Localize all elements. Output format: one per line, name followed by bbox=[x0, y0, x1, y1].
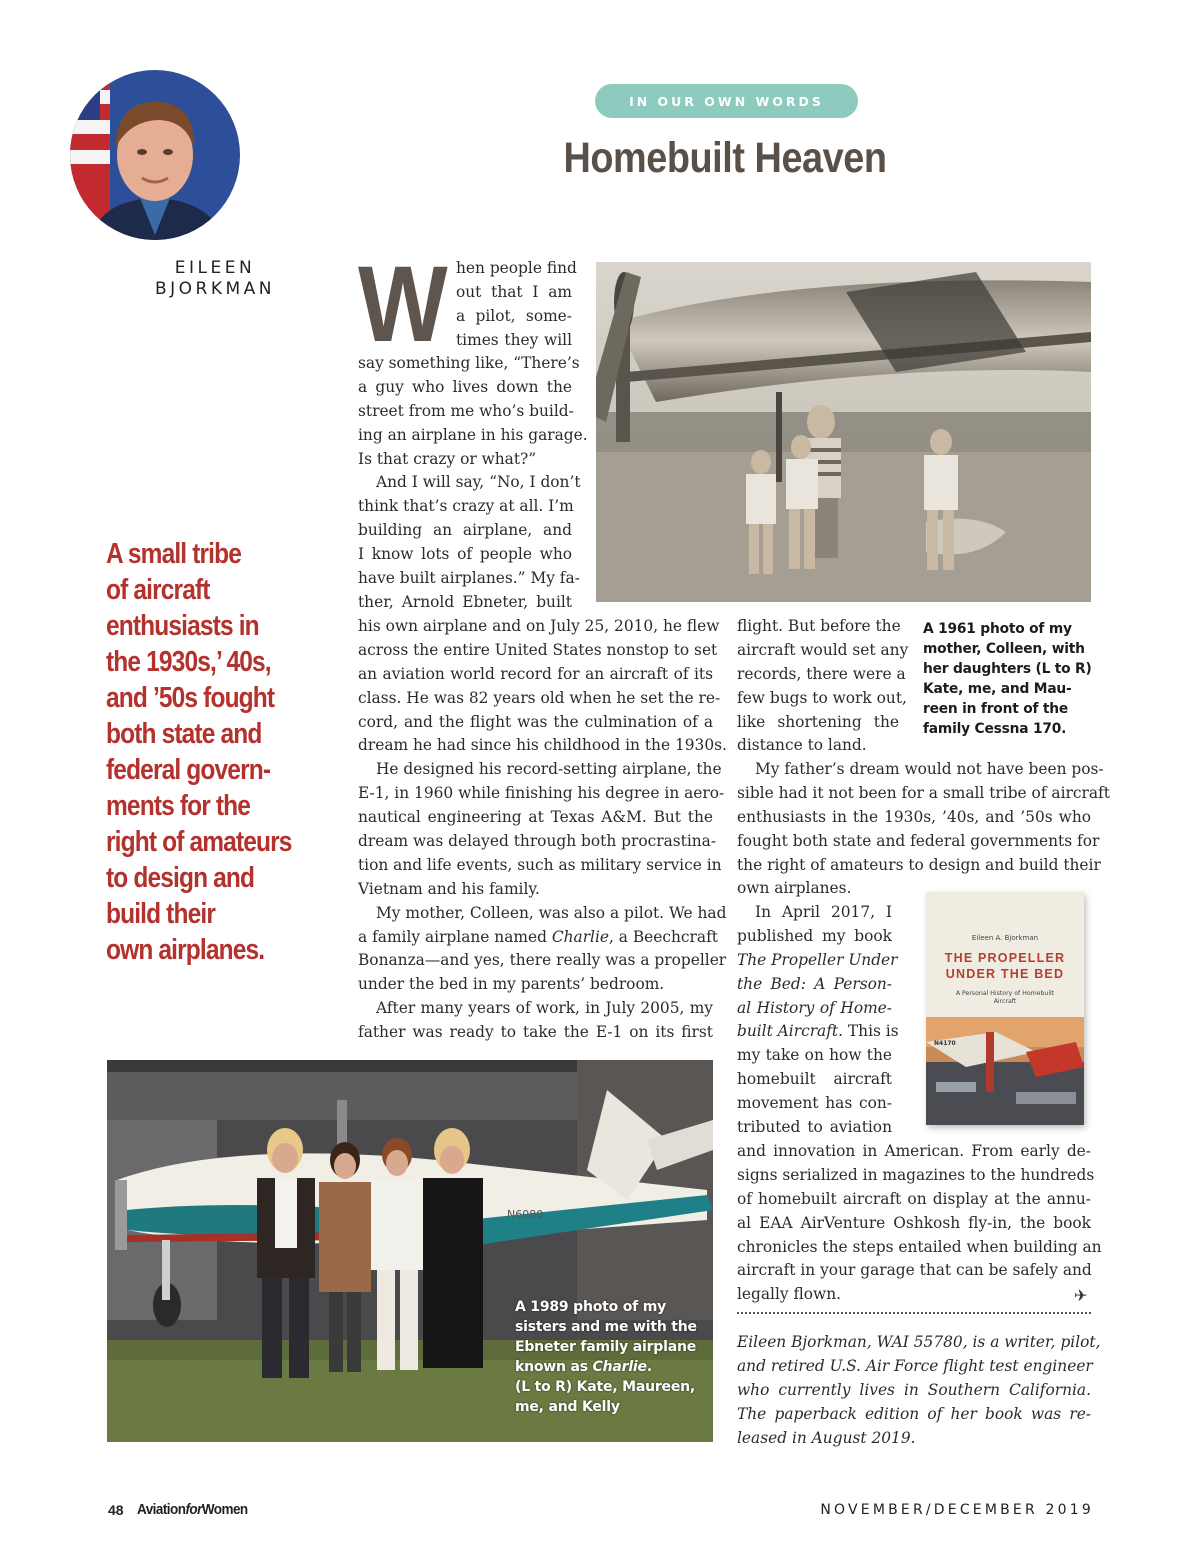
text-span: , a Beechcraft bbox=[609, 927, 718, 946]
text-line: under the bed in my parents’ bedroom. bbox=[358, 975, 665, 994]
text-line: Is that crazy or what?” bbox=[358, 449, 537, 468]
text-line: flight. But before the bbox=[737, 617, 901, 635]
text-line: of homebuilt aircraft on display at the annu- bbox=[737, 1189, 1091, 1208]
caption-line: her daughters (L to R) bbox=[923, 661, 1092, 677]
author-first-name: EILEEN bbox=[174, 258, 256, 278]
aircraft-tail-number: N6080 bbox=[507, 1208, 544, 1221]
caption-line: A 1961 photo of my bbox=[923, 621, 1072, 637]
airplane-name: Charlie bbox=[551, 927, 610, 946]
article-column2-end bbox=[737, 1140, 1102, 1307]
book-title-line: the Bed: A Person- bbox=[737, 974, 892, 993]
text-line: his own airplane and on July 25, 2010, he flew bbox=[358, 617, 720, 635]
text-line: I know lots of people who bbox=[358, 545, 572, 564]
article-column1-intro bbox=[456, 257, 577, 353]
text-line: aircraft in your garage that can be safely and bbox=[737, 1261, 1092, 1280]
text-line bbox=[737, 1020, 899, 1044]
text-line: street from me who’s build- bbox=[358, 401, 574, 420]
text-line: He designed his record-setting airplane, the bbox=[376, 760, 722, 779]
magazine-name-part: Women bbox=[201, 1501, 248, 1518]
caption-span: known as bbox=[515, 1359, 593, 1375]
book-title-line: built Aircraft bbox=[737, 1022, 839, 1041]
book-title-line: UNDER THE BED bbox=[945, 967, 1065, 981]
caption-line: A 1989 photo of my bbox=[515, 1299, 667, 1315]
magazine-name bbox=[137, 1501, 248, 1518]
text-line: dream he had since his childhood in the 1930s. bbox=[358, 736, 727, 755]
text-line: a guy who lives down the bbox=[358, 377, 572, 396]
photo-1989-caption bbox=[515, 1297, 705, 1417]
author-bio bbox=[737, 1331, 1101, 1450]
text-line: homebuilt aircraft bbox=[737, 1070, 892, 1089]
pull-quote-line: build their bbox=[106, 898, 216, 930]
text-line: In April 2017, I bbox=[755, 903, 892, 921]
book-cover bbox=[926, 892, 1084, 1125]
text-line: across the entire United States nonstop to set bbox=[358, 640, 718, 659]
text-line: published my book bbox=[737, 926, 892, 945]
text-line: records, there were a bbox=[737, 664, 906, 683]
pull-quote-line: own airplanes. bbox=[106, 934, 265, 966]
text-line: Bonanza—and yes, there really was a propeller bbox=[358, 951, 727, 970]
pull-quote-line: enthusiasts in bbox=[106, 610, 259, 642]
pull-quote-line: both state and bbox=[106, 718, 262, 750]
text-line: an aviation world record for an aircraft of its bbox=[358, 664, 713, 683]
text-line: times they will bbox=[456, 330, 572, 349]
book-title-line: al History of Home- bbox=[737, 998, 892, 1017]
text-line: like shortening the bbox=[737, 712, 899, 731]
divider bbox=[737, 1312, 1091, 1317]
text-line: my take on how the bbox=[737, 1046, 892, 1065]
bio-line: leased in August 2019. bbox=[737, 1428, 916, 1447]
text-line: out that I am bbox=[456, 282, 572, 301]
caption-line bbox=[515, 1357, 705, 1377]
article-column1-narrow bbox=[358, 352, 588, 615]
text-line: ing an airplane in his garage. bbox=[358, 425, 588, 444]
book-tail-number: N4170 bbox=[934, 1040, 956, 1047]
text-line: class. He was 82 years old when he set the re- bbox=[358, 688, 721, 707]
text-span: . This is bbox=[838, 1022, 899, 1041]
caption-span: . bbox=[646, 1359, 652, 1375]
article-title: Homebuilt Heaven bbox=[563, 134, 887, 182]
bio-line: and retired U.S. Air Force flight test engineer bbox=[737, 1356, 1093, 1375]
author-last-name: BJORKMAN bbox=[154, 279, 276, 299]
text-line: My father’s dream would not have been pos- bbox=[755, 760, 1104, 778]
text-line: fought both state and federal governments for bbox=[737, 831, 1100, 850]
pull-quote-line: ments for the bbox=[106, 790, 251, 822]
pull-quote-line: right of amateurs bbox=[106, 826, 292, 858]
text-line: E-1, in 1960 while finishing his degree in aero- bbox=[358, 784, 725, 803]
caption-line: (L to R) Kate, Maureen, bbox=[515, 1379, 696, 1395]
text-line: tributed to aviation bbox=[737, 1118, 892, 1137]
text-line: the right of amateurs to design and build their bbox=[737, 855, 1101, 874]
text-line: sible had it not been for a small tribe of aircraft bbox=[737, 783, 1110, 802]
text-line: After many years of work, in July 2005, my bbox=[376, 999, 713, 1018]
text-line: father was ready to take the E-1 on its first bbox=[358, 1023, 713, 1042]
text-line: movement has con- bbox=[737, 1094, 892, 1113]
book-title-line: The Propeller Under bbox=[737, 950, 898, 969]
text-line: dream was delayed through both procrastina- bbox=[358, 832, 717, 851]
text-line: And I will say, “No, I don’t bbox=[376, 473, 581, 492]
pull-quote-line: and ’50s fought bbox=[106, 682, 275, 714]
bio-line: Eileen Bjorkman, WAI 55780, is a writer, pilot, bbox=[737, 1333, 1101, 1351]
text-line: hen people find bbox=[456, 259, 577, 277]
pull-quote-line: federal govern- bbox=[106, 754, 271, 786]
text-line: legally flown. bbox=[737, 1285, 841, 1304]
page-number: 48 bbox=[108, 1502, 124, 1518]
caption-line: mother, Colleen, with bbox=[923, 641, 1085, 657]
text-line: nautical engineering at Texas A&M. But the bbox=[358, 808, 713, 827]
caption-line: Ebneter family airplane bbox=[515, 1339, 697, 1355]
pull-quote-line: the 1930s,’ 40s, bbox=[106, 646, 271, 678]
text-line: think that’s crazy at all. I’m bbox=[358, 497, 574, 516]
text-line: Vietnam and his family. bbox=[358, 879, 540, 898]
text-line: and innovation in American. From early de- bbox=[737, 1142, 1091, 1160]
pull-quote bbox=[106, 536, 304, 968]
text-span: a family airplane named bbox=[358, 927, 552, 946]
text-line: own airplanes. bbox=[737, 879, 852, 898]
pull-quote-line: A small tribe bbox=[106, 538, 242, 570]
text-line: cord, and the flight was the culmination of a bbox=[358, 712, 713, 731]
magazine-name-part: Aviation bbox=[137, 1501, 186, 1518]
book-title bbox=[926, 950, 1084, 982]
caption-line: me, and Kelly bbox=[515, 1399, 620, 1415]
caption-line: reen in front of the bbox=[923, 701, 1069, 717]
article-column2 bbox=[737, 758, 1110, 901]
caption-line: sisters and me with the bbox=[515, 1319, 697, 1335]
caption-line: family Cessna 170. bbox=[923, 721, 1067, 737]
bio-line: who currently lives in Southern California. bbox=[737, 1380, 1091, 1399]
book-author: Eileen A. Bjorkman bbox=[971, 934, 1039, 942]
article-column2-narrow bbox=[737, 615, 909, 758]
text-line: signs serialized in magazines to the hundreds bbox=[737, 1165, 1095, 1184]
airplane-name: Charlie bbox=[592, 1359, 647, 1375]
text-line bbox=[358, 926, 718, 950]
book-title-line: THE PROPELLER bbox=[944, 951, 1066, 965]
text-line: tion and life events, such as military service in bbox=[358, 855, 722, 874]
magazine-name-part: for bbox=[185, 1501, 202, 1518]
bio-line: The paperback edition of her book was re- bbox=[737, 1404, 1091, 1423]
caption-line: Kate, me, and Mau- bbox=[923, 681, 1072, 697]
pull-quote-line: to design and bbox=[106, 862, 255, 894]
text-line: My mother, Colleen, was also a pilot. We had bbox=[376, 903, 727, 922]
text-line: chronicles the steps entailed when building an bbox=[737, 1237, 1102, 1256]
text-line: enthusiasts in the 1930s, ’40s, and ’50s who bbox=[737, 807, 1091, 826]
text-line: ther, Arnold Ebneter, built bbox=[358, 592, 572, 611]
text-line: a pilot, some- bbox=[456, 306, 572, 325]
drop-cap: W bbox=[358, 243, 448, 364]
photo-1961-cessna bbox=[596, 262, 1091, 602]
text-line: few bugs to work out, bbox=[737, 688, 907, 707]
article-column2-book bbox=[737, 901, 899, 1140]
issue-date: NOVEMBER/DECEMBER 2019 bbox=[820, 1502, 1094, 1518]
author-portrait bbox=[70, 70, 240, 240]
text-line: distance to land. bbox=[737, 736, 867, 755]
text-line: aircraft would set any bbox=[737, 640, 909, 659]
pull-quote-line: of aircraft bbox=[106, 574, 210, 606]
text-line: have built airplanes.” My fa- bbox=[358, 569, 580, 588]
text-line: al EAA AirVenture Oshkosh fly-in, the book bbox=[737, 1213, 1091, 1232]
photo-1961-caption bbox=[923, 619, 1098, 739]
text-line: building an airplane, and bbox=[358, 521, 572, 540]
book-subtitle: A Personal History of Homebuilt Aircraft bbox=[955, 990, 1055, 1005]
article-column1 bbox=[358, 615, 727, 1045]
author-name bbox=[125, 258, 305, 300]
section-label: IN OUR OWN WORDS bbox=[595, 84, 858, 118]
text-line: say something like, “There’s bbox=[358, 354, 580, 372]
end-mark-icon: ✈ bbox=[1074, 1286, 1088, 1305]
